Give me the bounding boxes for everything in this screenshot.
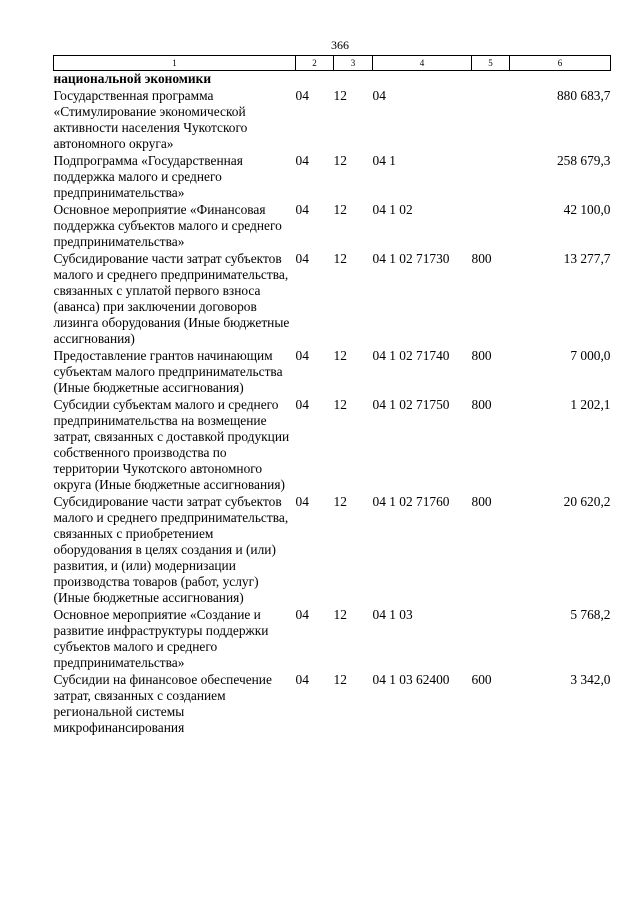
column-header-5: 5 bbox=[472, 56, 510, 71]
row-amount: 880 683,7 bbox=[556, 88, 611, 103]
row-expense-type bbox=[472, 201, 510, 250]
row-amount: 3 342,0 bbox=[570, 672, 611, 687]
table-row bbox=[54, 606, 611, 671]
row-target: 04 1 02 71750 bbox=[372, 397, 450, 412]
table-row bbox=[54, 493, 611, 606]
table-row bbox=[54, 671, 611, 736]
row-subsection: 12 bbox=[333, 607, 347, 622]
row-expense-type: 800 bbox=[471, 348, 492, 363]
row-subsection: 12 bbox=[333, 672, 347, 687]
column-header-1: 1 bbox=[54, 56, 296, 71]
row-section: 04 bbox=[295, 494, 309, 509]
row-subsection: 12 bbox=[333, 153, 347, 168]
row-target: 04 1 02 71730 bbox=[372, 251, 450, 266]
row-section: 04 bbox=[295, 202, 309, 217]
row-amount: 5 768,2 bbox=[570, 607, 611, 622]
continuation-text: национальной экономики bbox=[53, 71, 212, 86]
row-subsection: 12 bbox=[333, 348, 347, 363]
row-target: 04 1 bbox=[372, 153, 396, 168]
row-expense-type: 800 bbox=[471, 494, 492, 509]
row-expense-type: 800 bbox=[471, 397, 492, 412]
table-row bbox=[54, 347, 611, 396]
row-subsection: 12 bbox=[333, 397, 347, 412]
row-section: 04 bbox=[295, 88, 309, 103]
row-amount: 13 277,7 bbox=[563, 251, 611, 266]
row-target: 04 1 02 bbox=[372, 202, 413, 217]
row-subsection: 12 bbox=[333, 202, 347, 217]
row-name: Субсидии субъектам малого и среднего предпринимательства на возмещение затрат, связанных с доставкой продукции собственного производства по территории Чукотского автономного округа (Иные бюджетные ассигнования) bbox=[53, 397, 290, 492]
row-name: Субсидирование части затрат субъектов малого и среднего предпринимательства, связанных с уплатой первого взноса (аванса) при заключении договоров лизинга оборудования (Иные бюджетные ассигнования) bbox=[53, 251, 290, 346]
row-amount: 7 000,0 bbox=[570, 348, 611, 363]
row-name: Государственная программа «Стимулирование экономической активности населения Чукотского автономного округа» bbox=[53, 88, 248, 151]
row-target: 04 1 02 71740 bbox=[372, 348, 450, 363]
row-target: 04 1 02 71760 bbox=[372, 494, 450, 509]
row-name: Предоставление грантов начинающим субъектам малого предпринимательства (Иные бюджетные ассигнования) bbox=[53, 348, 283, 395]
row-name: Подпрограмма «Государственная поддержка малого и среднего предпринимательства» bbox=[53, 153, 243, 200]
table-row bbox=[54, 250, 611, 347]
row-expense-type: 600 bbox=[471, 672, 492, 687]
row-subsection: 12 bbox=[333, 88, 347, 103]
row-target: 04 bbox=[372, 88, 386, 103]
row-amount: 258 679,3 bbox=[556, 153, 611, 168]
row-expense-type bbox=[472, 606, 510, 671]
continuation-row bbox=[54, 71, 611, 88]
page-number: 366 bbox=[331, 38, 349, 52]
row-section: 04 bbox=[295, 397, 309, 412]
table-header-row bbox=[54, 56, 611, 71]
row-expense-type bbox=[472, 87, 510, 152]
table-row bbox=[54, 396, 611, 493]
row-target: 04 1 03 bbox=[372, 607, 413, 622]
row-name: Субсидирование части затрат субъектов малого и среднего предпринимательства, связанных с приобретением оборудования в целях создания и (или) развития, и (или) модернизации производства товаров (работ, услуг) (Иные бюджетные ассигнования) bbox=[53, 494, 289, 605]
column-header-4: 4 bbox=[373, 56, 472, 71]
row-amount: 1 202,1 bbox=[570, 397, 611, 412]
row-expense-type: 800 bbox=[471, 251, 492, 266]
row-name: Основное мероприятие «Финансовая поддержка субъектов малого и среднего предпринимательства» bbox=[53, 202, 282, 249]
row-amount: 42 100,0 bbox=[563, 202, 611, 217]
table-row bbox=[54, 201, 611, 250]
table-row bbox=[54, 87, 611, 152]
column-header-3: 3 bbox=[334, 56, 373, 71]
row-name: Основное мероприятие «Создание и развитие инфраструктуры поддержки субъектов малого и среднего предпринимательства» bbox=[53, 607, 269, 670]
row-subsection: 12 bbox=[333, 494, 347, 509]
row-subsection: 12 bbox=[333, 251, 347, 266]
row-section: 04 bbox=[295, 607, 309, 622]
column-header-2: 2 bbox=[296, 56, 334, 71]
table-row bbox=[54, 152, 611, 201]
row-expense-type bbox=[472, 152, 510, 201]
budget-table bbox=[53, 55, 611, 736]
row-section: 04 bbox=[295, 251, 309, 266]
row-section: 04 bbox=[295, 672, 309, 687]
row-section: 04 bbox=[295, 153, 309, 168]
row-target: 04 1 03 62400 bbox=[372, 672, 450, 687]
column-header-6: 6 bbox=[510, 56, 611, 71]
row-name: Субсидии на финансовое обеспечение затрат, связанных с созданием региональной системы микрофинансирования bbox=[53, 672, 272, 735]
row-section: 04 bbox=[295, 348, 309, 363]
row-amount: 20 620,2 bbox=[563, 494, 611, 509]
